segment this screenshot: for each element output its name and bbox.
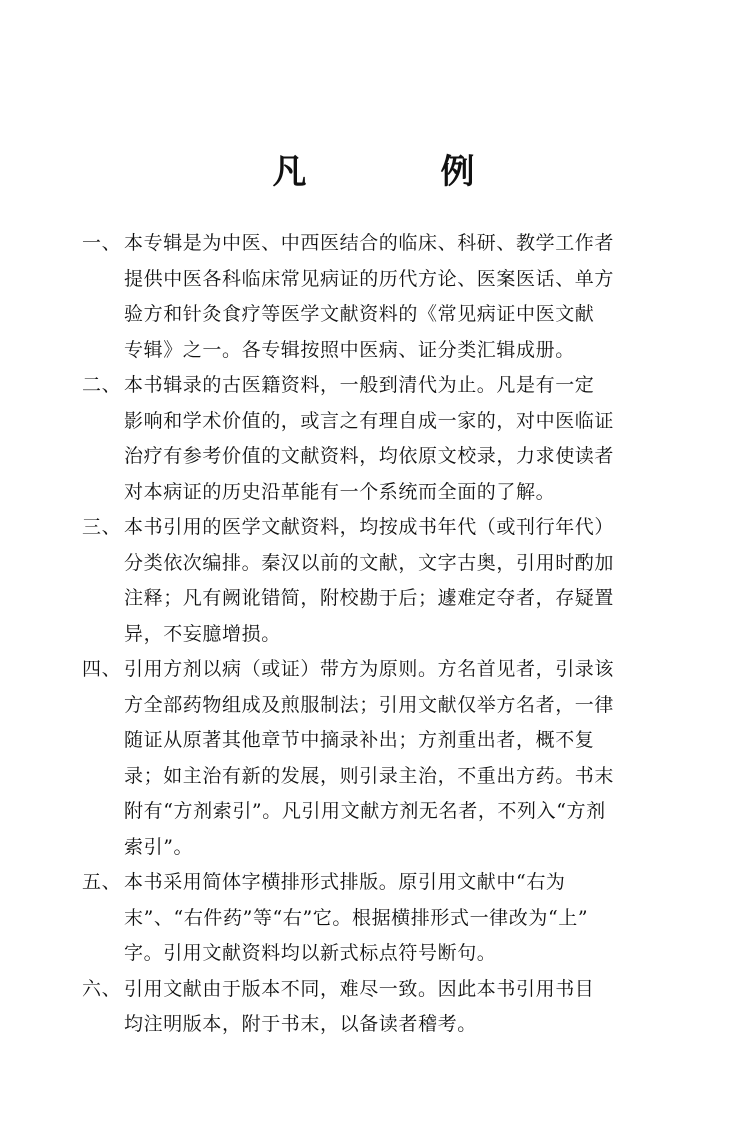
item-text-line: 均注明版本，附于书末，以备读者稽考。 [124, 1013, 477, 1035]
item-text-line: 提供中医各科临床常见病证的历代方论、医案医话、单方 [124, 267, 615, 290]
guideline-item [82, 972, 674, 1043]
item-text-line: 治疗有参考价值的文献资料，均依原文校录，力求使读者 [124, 445, 615, 467]
item-text-line: 专辑》之一。各专辑按照中医病、证分类汇辑成册。 [124, 338, 575, 361]
item-text-line: 末”、“右件药”等“右”它。根据横排形式一律改为“上” [124, 906, 589, 929]
item-text-line: 索引”。 [124, 835, 194, 858]
item-text-line: 注释；凡有阙讹错简，附校勘于后；遽难定夺者，存疑置 [124, 587, 615, 609]
page-title: 凡 例 [272, 152, 525, 192]
item-number: 六、 [82, 977, 122, 1000]
guideline-item [82, 368, 674, 510]
guideline-item [82, 510, 674, 652]
guideline-item [82, 226, 674, 368]
item-text-line: 分类依次编排。秦汉以前的文献，文字古奥，引用时酌加 [124, 551, 615, 574]
item-text-line: 字。引用文献资料均以新式标点符号断句。 [124, 942, 497, 964]
guideline-item [82, 652, 674, 865]
item-text-line: 本专辑是为中医、中西医结合的临床、科研、教学工作者 [124, 232, 615, 254]
item-text-line: 异，不妄臆增损。 [124, 622, 281, 645]
item-text-line: 对本病证的历史沿革能有一个系统而全面的了解。 [124, 480, 556, 503]
item-text-line: 引用方剂以病（或证）带方为原则。方名首见者，引录该 [124, 658, 615, 680]
item-text-line: 本书采用简体字横排形式排版。原引用文献中“右为 [124, 871, 566, 893]
item-number: 三、 [82, 516, 122, 538]
item-text-line: 录；如主治有新的发展，则引录主治，不重出方药。书末 [124, 764, 615, 787]
item-number: 二、 [82, 374, 122, 396]
guideline-list [82, 226, 674, 1043]
item-text-line: 本书引用的医学文献资料，均按成书年代（或刊行年代） [124, 516, 615, 538]
guideline-item [82, 865, 674, 972]
item-text-line: 影响和学术价值的，或言之有理自成一家的，对中医临证 [124, 409, 615, 432]
item-text-line: 随证从原著其他章节中摘录补出；方剂重出者，概不复 [124, 729, 595, 751]
item-number: 一、 [82, 232, 122, 254]
item-text-line: 验方和针灸食疗等医学文献资料的《常见病证中医文献 [124, 303, 595, 325]
item-text-line: 附有“方剂索引”。凡引用文献方剂无名者，不列入“方剂 [124, 800, 606, 822]
item-text-line: 方全部药物组成及煎服制法；引用文献仅举方名者，一律 [124, 693, 615, 716]
item-number: 五、 [82, 871, 122, 893]
item-number: 四、 [82, 658, 122, 680]
item-text-line: 引用文献由于版本不同，难尽一致。因此本书引用书目 [124, 977, 595, 1000]
item-text-line: 本书辑录的古医籍资料，一般到清代为止。凡是有一定 [124, 374, 595, 396]
